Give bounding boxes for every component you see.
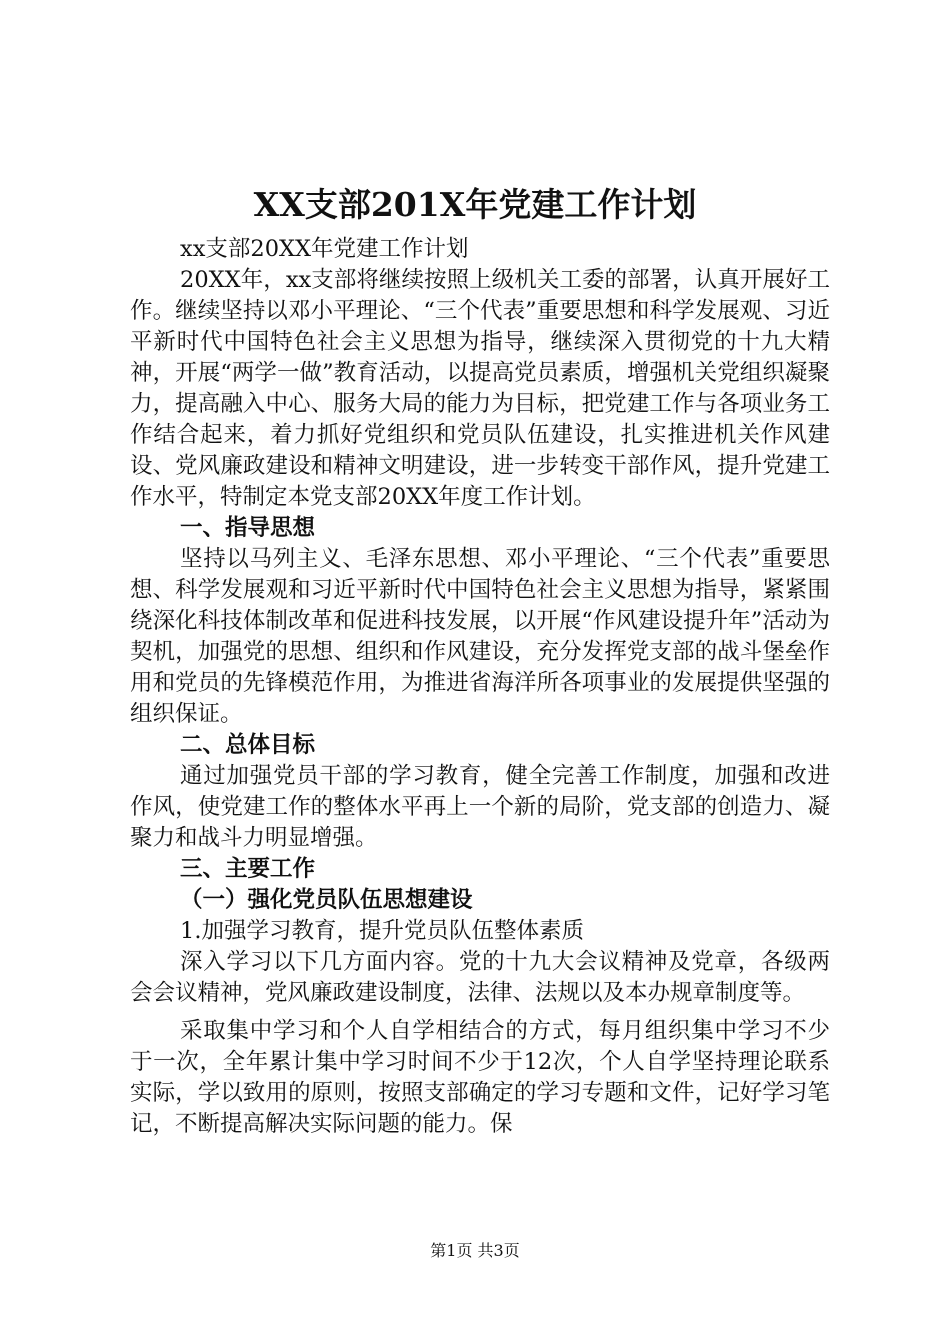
paragraph: 深入学习以下几方面内容。党的十九大会议精神及党章，各级两会会议精神，党风廉政建设制度，法律、法规以及本办规章制度等。	[130, 949, 830, 1006]
page-footer: 第1页 共3页	[430, 1241, 520, 1260]
section-heading: 二、总体目标	[180, 732, 316, 758]
document-body	[130, 234, 830, 1140]
paragraph: 采取集中学习和个人自学相结合的方式，每月组织集中学习不少于一次，全年累计集中学习时间不少于12次，个人自学坚持理论联系实际，学以致用的原则，按照支部确定的学习专题和文件，记好学习笔记，不断提高解决实际问题的能力。保	[130, 1018, 830, 1137]
paragraph: 坚持以马列主义、毛泽东思想、邓小平理论、“三个代表”重要思想、科学发展观和习近平新时代中国特色社会主义思想为指导，紧紧围绕深化科技体制改革和促进科技发展，以开展“作风建设提升年”活动为契机，加强党的思想、组织和作风建设，充分发挥党支部的战斗堡垒作用和党员的先锋模范作用，为推进省海洋所各项事业的发展提供坚强的组织保证。	[130, 546, 830, 727]
section-heading: （一）强化党员队伍思想建设	[180, 887, 473, 913]
paragraph: 通过加强党员干部的学习教育，健全完善工作制度，加强和改进作风，使党建工作的整体水平再上一个新的局阶，党支部的创造力、凝聚力和战斗力明显增强。	[130, 763, 830, 851]
section-heading: 三、主要工作	[180, 856, 316, 882]
paragraph: 20XX年，xx支部将继续按照上级机关工委的部署，认真开展好工作。继续坚持以邓小平理论、“三个代表”重要思想和科学发展观、习近平新时代中国特色社会主义思想为指导，继续深入贯彻党的十九大精神，开展“两学一做”教育活动，以提高党员素质，增强机关党组织凝聚力，提高融入中心、服务大局的能力为目标，把党建工作与各项业务工作结合起来，着力抓好党组织和党员队伍建设，扎实推进机关作风建设、党风廉政建设和精神文明建设，进一步转变干部作风，提升党建工作水平，特制定本党支部20XX年度工作计划。	[130, 267, 830, 510]
paragraph: 1.加强学习教育，提升党员队伍整体素质	[180, 918, 584, 944]
document-title: XX支部201X年党建工作计划	[253, 185, 697, 224]
paragraph: xx支部20XX年党建工作计划	[180, 236, 469, 262]
section-heading: 一、指导思想	[180, 515, 316, 541]
